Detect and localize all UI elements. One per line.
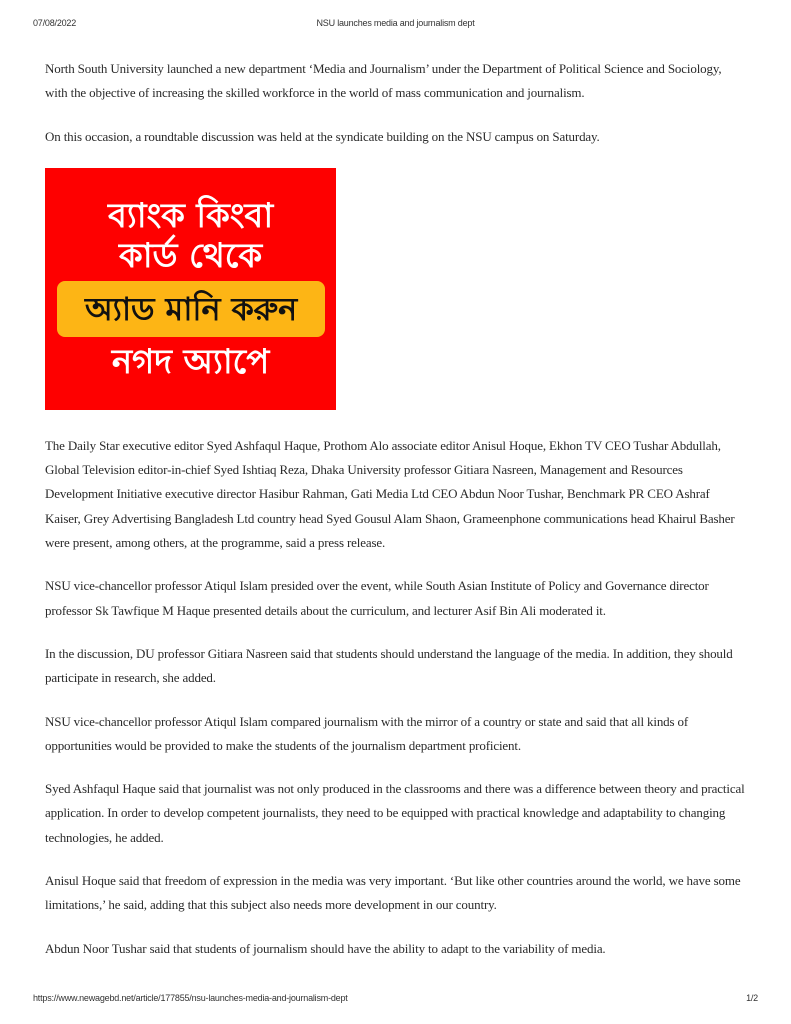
article-paragraph: The Daily Star executive editor Syed Ashfaqul Haque, Prothom Alo associate editor Anisul Hoque, Ekhon TV CEO Tushar Abdullah, Global Television editor-in-chief Syed Ishtiaq Reza, Dhaka University professor Gitiara Nasreen, Management and Resources Development Initiative executive director Hasibur Rahman, Gati Media Ltd CEO Abdun Noor Tushar, Benchmark PR CEO Ashraf Kaiser, Grey Advertising Bangladesh Ltd country head Syed Gousul Alam Shaon, Grameenphone communications head Khairul Basher were present, among others, at the programme, said a press release. <box>45 437 735 551</box>
article-paragraph: On this occasion, a roundtable discussion was held at the syndicate building on the NSU campus on Saturday. <box>45 128 600 144</box>
article-paragraph: NSU vice-chancellor professor Atiqul Islam presided over the event, while South Asian Institute of Policy and Governance director professor Sk Tawfique M Haque presented details about the curriculum, and lecturer Asif Bin Ali moderated it. <box>45 578 709 618</box>
page-number: 1/2 <box>746 993 758 1003</box>
print-footer <box>0 993 791 1007</box>
ad-line-1: ব্যাংক কিংবা <box>107 195 274 236</box>
print-page-title: NSU launches media and journalism dept <box>316 18 475 28</box>
article-paragraph: North South University launched a new department ‘Media and Journalism’ under the Department of Political Science and Sociology, with the objective of increasing the skilled workforce in the world of mass communication and journalism. <box>45 61 722 101</box>
article-paragraph: Anisul Hoque said that freedom of expression in the media was very important. ‘But like other countries around the world, we have some limitations,’ he said, adding that this subject also needs more development in our country. <box>45 873 741 913</box>
ad-line-2: কার্ড থেকে <box>118 235 263 276</box>
nagad-ad-banner[interactable] <box>45 168 336 410</box>
article-paragraph: Syed Ashfaqul Haque said that journalist was not only produced in the classrooms and there was a difference between theory and practical application. In order to develop competent journalists, they need to be equipped with practical knowledge and adaptability to changing technologies, he added. <box>45 781 745 845</box>
article-body <box>45 57 745 980</box>
print-header <box>0 18 791 32</box>
article-paragraph: Abdun Noor Tushar said that students of journalism should have the ability to adapt to the variability of media. <box>45 940 606 956</box>
source-url: https://www.newagebd.net/article/177855/nsu-launches-media-and-journalism-dept <box>33 993 348 1003</box>
ad-highlight-text: অ্যাড মানি করুন <box>84 289 298 328</box>
ad-line-4: নগদ অ্যাপে <box>111 341 270 382</box>
article-paragraph: In the discussion, DU professor Gitiara Nasreen said that students should understand the language of the media. In addition, they should participate in research, she added. <box>45 645 733 686</box>
ad-highlight-pill <box>57 281 325 337</box>
article-paragraph: NSU vice-chancellor professor Atiqul Islam compared journalism with the mirror of a country or state and said that all kinds of opportunities would be provided to make the students of the journalism department proficient. <box>45 713 689 753</box>
print-date: 07/08/2022 <box>33 18 77 28</box>
